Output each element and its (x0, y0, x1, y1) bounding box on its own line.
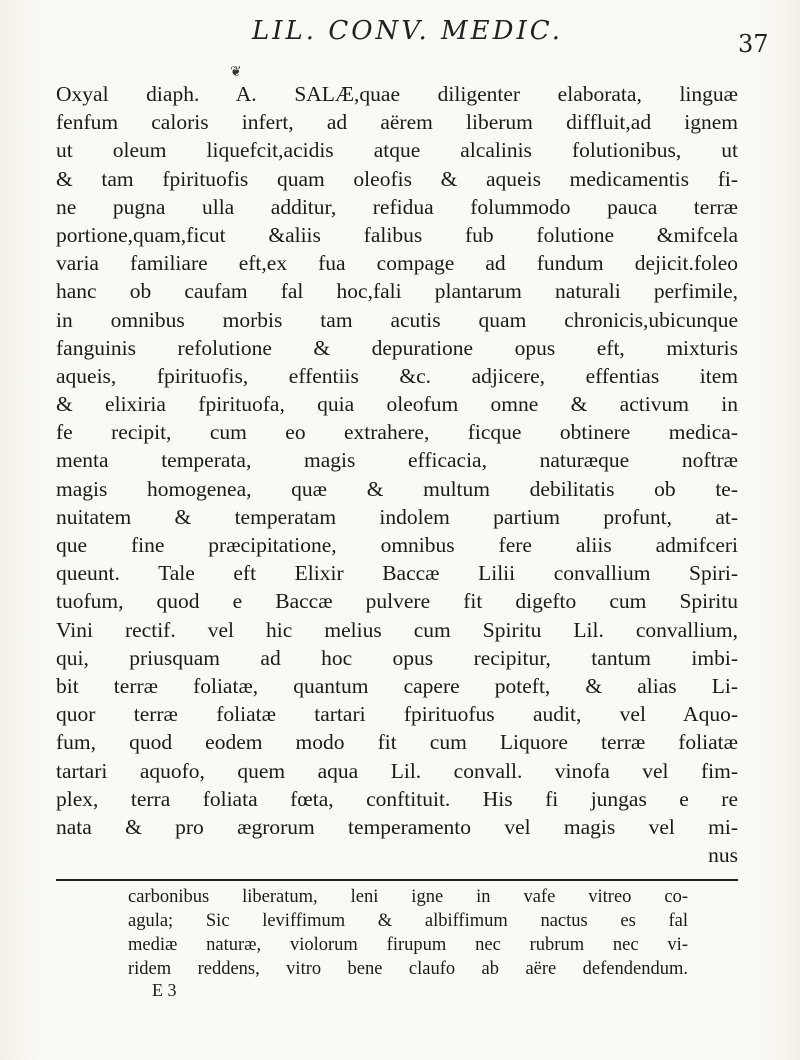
text-line: magis homogenea, quæ & multum debilitatis ob te- (56, 476, 738, 501)
text-line: & tam fpirituofis quam oleofis & aqueis medicamentis fi- (56, 166, 738, 191)
footnote-divider (56, 879, 738, 881)
footnote (128, 885, 688, 981)
text-line: fanguinis refolutione & depuratione opus eft, mixturis (56, 335, 738, 360)
text-line: aqueis, fpirituofis, effentiis &c. adjicere, effentias item (56, 363, 738, 388)
text-line: quor terræ foliatæ tartari fpirituofus audit, vel Aquo- (56, 702, 738, 727)
text-line: ne pugna ulla additur, refidua folummodo pauca terræ (56, 194, 738, 219)
text-line: nuitatem & temperatam indolem partium profunt, at- (56, 504, 738, 529)
footnote-line: agula; Sic leviffimum & albiffimum nactus es fal (128, 911, 688, 931)
running-title: LIL. CONV. MEDIC. (252, 16, 563, 46)
text-line: fum, quod eodem modo fit cum Liquore terræ foliatæ (56, 730, 738, 755)
text-line: & elixiria fpirituofa, quia oleofum omne & activum in (56, 392, 738, 417)
text-line: tartari aquofo, quem aqua Lil. convall. vinofa vel fim- (56, 758, 738, 783)
text-line: fe recipit, cum eo extrahere, ficque obtinere medica- (56, 420, 738, 445)
footnote-line: ridem reddens, vitro bene claufo ab aëre defendendum. (128, 959, 688, 979)
footnote-line: carbonibus liberatum, leni igne in vafe vitreo co- (128, 887, 688, 907)
main-text (56, 80, 738, 869)
text-line: portione,quam,ficut &aliis falibus fub folutione &mifcela (56, 222, 738, 247)
text-line: in omnibus morbis tam acutis quam chronicis,ubicunque (56, 307, 738, 332)
text-line: plex, terra foliata fœta, conftituit. His fi jungas e re (56, 786, 738, 811)
text-line: tuofum, quod e Baccæ pulvere fit digefto cum Spiritu (56, 589, 738, 614)
text-line: queunt. Tale eft Elixir Baccæ Lilii convallium Spiri- (56, 561, 738, 586)
text-line: qui, priusquam ad hoc opus recipitur, tantum imbi- (56, 645, 738, 670)
signature-mark: E 3 (152, 980, 177, 1000)
text-line: bit terræ foliatæ, quantum capere poteft, & alias Li- (56, 673, 738, 698)
text-line: menta temperata, magis efficacia, naturæque noftræ (56, 448, 738, 473)
text-line: varia familiare eft,ex fua compage ad fundum dejicit.foleo (56, 251, 738, 276)
page-number: 37 (738, 30, 769, 58)
footnote-line: mediæ naturæ, violorum firupum nec rubrum nec vi- (128, 935, 688, 955)
text-line: Vini rectif. vel hic melius cum Spiritu Lil. convallium, (56, 617, 738, 642)
ornament-mark: ❦ (230, 64, 242, 80)
text-line: ut oleum liquefcit,acidis atque alcalinis folutionibus, ut (56, 138, 738, 163)
text-line: nata & pro ægrorum temperamento vel magis vel mi- (56, 814, 738, 839)
text-line: nus (708, 843, 738, 868)
text-line: fenfum caloris infert, ad aërem liberum diffluit,ad ignem (56, 110, 738, 135)
text-line: que fine præcipitatione, omnibus fere aliis admifceri (56, 533, 738, 557)
text-line: Oxyal diaph. A. SALÆ,quae diligenter elaborata, linguæ (56, 82, 738, 106)
text-line: hanc ob caufam fal hoc,fali plantarum naturali perfimile, (56, 279, 738, 304)
